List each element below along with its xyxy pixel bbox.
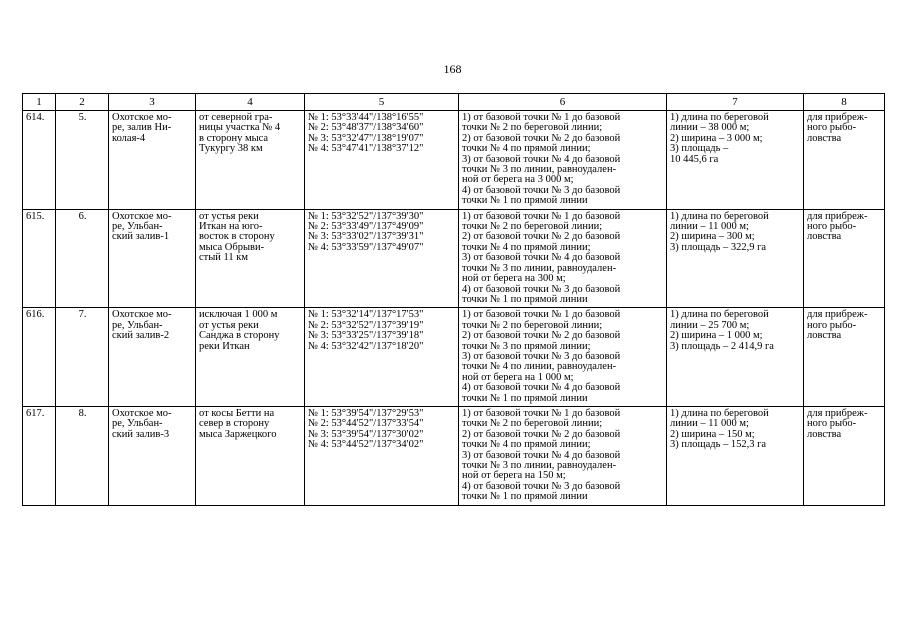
table-row bbox=[23, 209, 885, 308]
area-location-line: от косы Бетти на bbox=[199, 407, 275, 419]
table-row bbox=[23, 406, 885, 505]
boundary-description-line: 1) от базовой точки № 1 до базовой bbox=[462, 407, 621, 419]
area-dimensions-line: 3) площадь – 2 414,9 га bbox=[670, 340, 774, 352]
row-subnumber-cell: 7. bbox=[56, 308, 109, 407]
water-body-name-cell bbox=[109, 111, 196, 210]
boundary-description-line: 1) от базовой точки № 1 до базовой bbox=[462, 112, 621, 123]
area-dimensions-cell bbox=[667, 209, 804, 308]
boundary-description-line: точки № 4 по прямой линии; bbox=[462, 241, 591, 253]
area-dimensions-line: линии – 25 700 м; bbox=[670, 319, 750, 331]
base-point-coords-line: № 2: 53°44'52"/137°33'54" bbox=[308, 418, 424, 430]
area-dimensions-cell bbox=[667, 111, 804, 210]
area-location-line: исключая 1 000 м bbox=[199, 309, 278, 321]
water-body-name-line: ский залив-1 bbox=[112, 231, 170, 243]
boundary-description-line: точки № 3 по линии, равноудален- bbox=[462, 164, 617, 176]
base-point-coords-line: № 1: 53°32'14"/137°17'53" bbox=[308, 309, 424, 321]
base-point-coords-line: № 4: 53°47'41"/138°37'12" bbox=[308, 143, 424, 155]
usage-purpose-line: ного рыбо- bbox=[807, 418, 857, 430]
usage-purpose-line: ловства bbox=[807, 330, 842, 342]
area-location-cell bbox=[196, 308, 305, 407]
boundary-description-line: 3) от базовой точки № 4 до базовой bbox=[462, 449, 621, 461]
area-dimensions-line: линии – 38 000 м; bbox=[670, 122, 750, 134]
area-dimensions-line: 1) длина по береговой bbox=[670, 309, 769, 321]
area-location-cell bbox=[196, 209, 305, 308]
boundary-description-line: точки № 3 по линии, равноудален- bbox=[462, 262, 617, 274]
area-location-line: в сторону мыса bbox=[199, 132, 269, 144]
area-location-line: север в сторону bbox=[199, 418, 270, 430]
boundary-description-line: точки № 3 по прямой линии; bbox=[462, 340, 591, 352]
base-point-coords-cell bbox=[305, 209, 459, 308]
usage-purpose-line: ловства bbox=[807, 428, 842, 440]
col-header: 4 bbox=[196, 94, 305, 111]
row-number-cell: 617. bbox=[23, 406, 56, 505]
boundary-description-line: 3) от базовой точки № 4 до базовой bbox=[462, 153, 621, 165]
row-subnumber-cell: 8. bbox=[56, 406, 109, 505]
boundary-description-line: точки № 1 по прямой линии bbox=[462, 195, 588, 207]
area-dimensions-line: линии – 11 000 м; bbox=[670, 418, 749, 430]
base-point-coords-cell bbox=[305, 406, 459, 505]
boundary-description-line: точки № 2 по береговой линии; bbox=[462, 122, 603, 134]
water-body-name-line: Охотское мо- bbox=[112, 210, 172, 222]
area-dimensions-line: 3) площадь – 152,3 га bbox=[670, 439, 767, 451]
boundary-description-line: точки № 4 по прямой линии; bbox=[462, 143, 591, 155]
boundary-description-line: 3) от базовой точки № 4 до базовой bbox=[462, 252, 621, 264]
usage-purpose-line: ловства bbox=[807, 132, 842, 144]
area-location-line: от северной гра- bbox=[199, 112, 273, 123]
usage-purpose-line: ного рыбо- bbox=[807, 319, 857, 331]
base-point-coords-line: № 3: 53°32'47"/138°19'07" bbox=[308, 132, 424, 144]
boundary-description-line: точки № 2 по береговой линии; bbox=[462, 221, 603, 233]
row-subnumber-cell: 6. bbox=[56, 209, 109, 308]
boundary-description-line: 3) от базовой точки № 3 до базовой bbox=[462, 350, 621, 362]
area-location-line: Тукургу 38 км bbox=[199, 143, 263, 155]
boundary-description-line: ной от берега на 150 м; bbox=[462, 470, 566, 482]
boundary-description-line: точки № 2 по береговой линии; bbox=[462, 418, 603, 430]
boundary-description-line: 4) от базовой точки № 4 до базовой bbox=[462, 382, 621, 394]
water-body-name-line: ре, Ульбан- bbox=[112, 418, 163, 430]
boundary-description-line: 1) от базовой точки № 1 до базовой bbox=[462, 309, 621, 321]
row-number-cell: 616. bbox=[23, 308, 56, 407]
area-location-line: восток в сторону bbox=[199, 231, 275, 243]
water-body-name-line: Охотское мо- bbox=[112, 309, 172, 321]
usage-purpose-cell bbox=[804, 111, 885, 210]
boundary-description-line: 2) от базовой точки № 2 до базовой bbox=[462, 428, 621, 440]
usage-purpose-cell bbox=[804, 308, 885, 407]
table-body bbox=[23, 111, 885, 506]
water-body-name-line: ский залив-3 bbox=[112, 428, 170, 440]
usage-purpose-line: для прибреж- bbox=[807, 407, 868, 419]
row-number-cell: 615. bbox=[23, 209, 56, 308]
table-row bbox=[23, 111, 885, 210]
boundary-description-line: 2) от базовой точки № 2 до базовой bbox=[462, 132, 621, 144]
water-body-name-cell bbox=[109, 209, 196, 308]
base-point-coords-line: № 1: 53°32'52"/137°39'30" bbox=[308, 210, 424, 222]
water-body-name-line: колая-4 bbox=[112, 132, 146, 144]
boundary-description-line: точки № 1 по прямой линии bbox=[462, 491, 588, 503]
usage-purpose-cell bbox=[804, 209, 885, 308]
base-point-coords-cell bbox=[305, 111, 459, 210]
area-dimensions-cell bbox=[667, 406, 804, 505]
col-header: 3 bbox=[109, 94, 196, 111]
area-dimensions-line: 3) площадь – 322,9 га bbox=[670, 241, 767, 253]
area-dimensions-line: 2) ширина – 3 000 м; bbox=[670, 132, 763, 144]
usage-purpose-line: ловства bbox=[807, 231, 842, 243]
area-location-line: от устья реки bbox=[199, 319, 259, 331]
boundary-description-cell bbox=[459, 308, 667, 407]
col-header: 8 bbox=[804, 94, 885, 111]
usage-purpose-line: для прибреж- bbox=[807, 112, 868, 123]
water-body-name-line: Охотское мо- bbox=[112, 112, 172, 123]
boundary-description-cell bbox=[459, 406, 667, 505]
area-location-line: ницы участка № 4 bbox=[199, 122, 281, 134]
water-body-name-line: ре, Ульбан- bbox=[112, 319, 163, 331]
base-point-coords-line: № 2: 53°33'49"/137°49'09" bbox=[308, 221, 424, 233]
boundary-description-line: точки № 4 по прямой линии; bbox=[462, 439, 591, 451]
area-location-line: мыса Заржецкого bbox=[199, 428, 277, 440]
area-dimensions-line: 1) длина по береговой bbox=[670, 112, 769, 123]
base-point-coords-line: № 4: 53°32'42"/137°18'20" bbox=[308, 340, 424, 352]
usage-purpose-line: ного рыбо- bbox=[807, 221, 857, 233]
boundary-description-line: точки № 2 по береговой линии; bbox=[462, 319, 603, 331]
base-point-coords-line: № 1: 53°33'44"/138°16'55" bbox=[308, 112, 424, 123]
base-point-coords-line: № 4: 53°33'59"/137°49'07" bbox=[308, 241, 424, 253]
boundary-description-line: 2) от базовой точки № 2 до базовой bbox=[462, 231, 621, 243]
area-dimensions-cell bbox=[667, 308, 804, 407]
row-subnumber-cell: 5. bbox=[56, 111, 109, 210]
boundary-description-line: ной от берега на 1 000 м; bbox=[462, 371, 574, 383]
area-location-cell bbox=[196, 111, 305, 210]
base-point-coords-line: № 4: 53°44'52"/137°34'02" bbox=[308, 439, 424, 451]
water-body-name-line: Охотское мо- bbox=[112, 407, 172, 419]
usage-purpose-cell bbox=[804, 406, 885, 505]
area-dimensions-line: 3) площадь – bbox=[670, 143, 729, 155]
area-location-line: от устья реки bbox=[199, 210, 259, 222]
col-header: 6 bbox=[459, 94, 667, 111]
area-location-line: мыса Обрыви- bbox=[199, 241, 265, 253]
base-point-coords-line: № 3: 53°33'02"/137°39'31" bbox=[308, 231, 424, 243]
area-location-line: Санджа в сторону bbox=[199, 330, 280, 342]
water-body-name-line: ре, Ульбан- bbox=[112, 221, 163, 233]
usage-purpose-line: ного рыбо- bbox=[807, 122, 857, 134]
base-point-coords-cell bbox=[305, 308, 459, 407]
water-body-name-line: ский залив-2 bbox=[112, 330, 170, 342]
water-body-name-cell bbox=[109, 308, 196, 407]
water-body-name-line: ре, залив Ни- bbox=[112, 122, 172, 134]
boundary-description-line: точки № 4 по линии, равноудален- bbox=[462, 361, 617, 373]
header-row bbox=[23, 94, 885, 111]
base-point-coords-line: № 2: 53°48'37"/138°34'60" bbox=[308, 122, 424, 134]
area-location-line: реки Иткан bbox=[199, 340, 250, 352]
boundary-description-line: 4) от базовой точки № 3 до базовой bbox=[462, 283, 621, 295]
page-number: 168 bbox=[443, 62, 462, 76]
boundary-description-line: точки № 1 по прямой линии bbox=[462, 392, 588, 404]
col-header: 5 bbox=[305, 94, 459, 111]
col-header: 1 bbox=[23, 94, 56, 111]
area-dimensions-line: 10 445,6 га bbox=[670, 153, 719, 165]
boundary-description-line: 2) от базовой точки № 2 до базовой bbox=[462, 330, 621, 342]
water-body-name-cell bbox=[109, 406, 196, 505]
row-number-cell: 614. bbox=[23, 111, 56, 210]
base-point-coords-line: № 3: 53°33'25"/137°39'18" bbox=[308, 330, 424, 342]
base-point-coords-line: № 2: 53°32'52"/137°39'19" bbox=[308, 319, 424, 331]
boundary-description-line: ной от берега на 300 м; bbox=[462, 273, 566, 285]
area-dimensions-line: 2) ширина – 150 м; bbox=[670, 428, 755, 440]
usage-purpose-line: для прибреж- bbox=[807, 210, 868, 222]
area-location-line: Иткан на юго- bbox=[199, 221, 263, 233]
area-dimensions-line: 2) ширина – 1 000 м; bbox=[670, 330, 763, 342]
fishing-areas-table bbox=[22, 93, 885, 506]
boundary-description-line: 1) от базовой точки № 1 до базовой bbox=[462, 210, 621, 222]
col-header: 7 bbox=[667, 94, 804, 111]
area-location-cell bbox=[196, 406, 305, 505]
boundary-description-line: 4) от базовой точки № 3 до базовой bbox=[462, 184, 621, 196]
boundary-description-line: 4) от базовой точки № 3 до базовой bbox=[462, 480, 621, 492]
area-location-line: стый 11 км bbox=[199, 252, 249, 264]
area-dimensions-line: 1) длина по береговой bbox=[670, 407, 769, 419]
base-point-coords-line: № 1: 53°39'54"/137°29'53" bbox=[308, 407, 424, 419]
base-point-coords-line: № 3: 53°39'54"/137°30'02" bbox=[308, 428, 424, 440]
table-row bbox=[23, 308, 885, 407]
boundary-description-line: точки № 1 по прямой линии bbox=[462, 293, 588, 305]
boundary-description-cell bbox=[459, 111, 667, 210]
boundary-description-cell bbox=[459, 209, 667, 308]
boundary-description-line: точки № 3 по линии, равноудален- bbox=[462, 460, 617, 471]
area-dimensions-line: линии – 11 000 м; bbox=[670, 221, 749, 233]
area-dimensions-line: 2) ширина – 300 м; bbox=[670, 231, 755, 243]
boundary-description-line: ной от берега на 3 000 м; bbox=[462, 174, 574, 186]
col-header: 2 bbox=[56, 94, 109, 111]
usage-purpose-line: для прибреж- bbox=[807, 309, 868, 321]
area-dimensions-line: 1) длина по береговой bbox=[670, 210, 769, 222]
